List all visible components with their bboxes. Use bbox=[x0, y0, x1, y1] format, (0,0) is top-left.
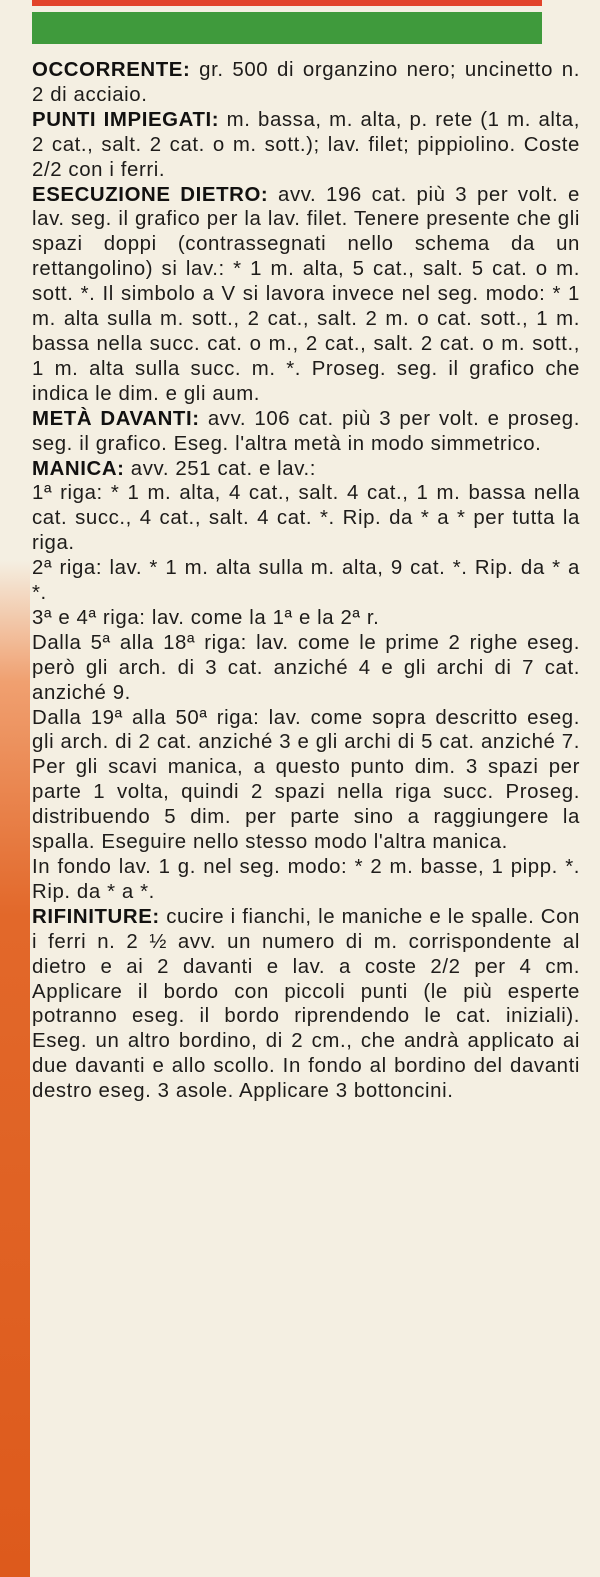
heading-meta-davanti: METÀ DAVANTI: bbox=[32, 407, 200, 430]
paragraph-esecuzione-dietro bbox=[32, 183, 580, 407]
body-punti-impiegati: m. bassa, m. alta, p. rete (1 m. alta, 2 cat., salt. 2 cat. o m. sott.); lav. filet; pippiolino. Coste 2/2 con i ferri. bbox=[32, 108, 580, 181]
body-rifiniture: cucire i fianchi, le maniche e le spalle. Con i ferri n. 2 ½ avv. un numero di m. corrispondente al dietro e ai 2 davanti e lav. a coste 2/2 per 4 cm. Applicare il bordo con piccoli punti (le più esperte potranno eseg. il bordo riprendendo le cat. iniziali). Eseg. un altro bordino, di 2 cm., che andrà applicato ai due davanti e allo scollo. In fondo al bordino del davanti destro eseg. 3 asole. Applicare 3 bottoncini. bbox=[32, 905, 580, 1103]
body-riga-19-50: Dalla 19ª alla 50ª riga: lav. come sopra descritto eseg. gli arch. di 2 cat. anziché 3 e gli archi di 5 cat. anziché 7. Per gli scavi manica, a questo punto dim. 3 spazi per parte 1 volta, quindi 2 spazi nella riga succ. Proseg. distribuendo 5 dim. per parte sino a raggiungere la spalla. Eseguire nello stesso modo l'altra manica. bbox=[32, 706, 580, 854]
body-manica: avv. 251 cat. e lav.: bbox=[124, 457, 317, 480]
heading-occorrente: OCCORRENTE: bbox=[32, 59, 191, 81]
top-red-stripe bbox=[32, 0, 542, 6]
heading-manica: MANICA: bbox=[32, 457, 125, 480]
heading-rifiniture: RIFINITURE: bbox=[32, 905, 160, 928]
body-meta-davanti: avv. 106 cat. più 3 per volt. e proseg. seg. il grafico. Eseg. l'altra metà in modo simmetrico. bbox=[32, 407, 580, 455]
body-in-fondo: In fondo lav. 1 g. nel seg. modo: * 2 m. basse, 1 pipp. *. Rip. da * a *. bbox=[32, 856, 580, 903]
paragraph-occorrente bbox=[32, 58, 580, 108]
orange-side-bar bbox=[0, 560, 30, 1577]
body-esecuzione-dietro: avv. 196 cat. più 3 per volt. e lav. seg. il grafico per la lav. filet. Tenere presente che gli spazi doppi (contrassegnati nello schema da un rettangolino) si lav.: * 1 m. alta, 5 cat., salt. 5 cat. o m. sott. *. Il simbolo a V si lavora invece nel seg. modo: * 1 m. alta sulla m. sott., 2 cat., salt. 2 m. o cat. sott., 1 m. bassa nella succ. cat. o m., 2 cat., salt. 2 cat. o m. sott., 1 m. alta sulla succ. m. *. Proseg. seg. il grafico che indica le dim. e gli aum. bbox=[32, 183, 580, 405]
paragraph-riga-1 bbox=[32, 481, 580, 556]
body-riga-3-4: 3ª e 4ª riga: lav. come la 1ª e la 2ª r. bbox=[32, 606, 380, 629]
body-riga-1: 1ª riga: * 1 m. alta, 4 cat., salt. 4 cat., 1 m. bassa nella cat. succ., 4 cat., salt. 4 cat. *. Rip. da * a * per tutta la riga. bbox=[32, 482, 580, 555]
paragraph-rifiniture bbox=[32, 905, 580, 1104]
body-riga-2: 2ª riga: lav. * 1 m. alta sulla m. alta, 9 cat. *. Rip. da * a *. bbox=[32, 557, 580, 605]
heading-esecuzione-dietro: ESECUZIONE DIETRO: bbox=[32, 183, 269, 206]
body-riga-5-18: Dalla 5ª alla 18ª riga: lav. come le prime 2 righe eseg. però gli arch. di 3 cat. anziché 4 e gli archi di 7 cat. anziché 9. bbox=[32, 631, 580, 704]
paragraph-riga-3-4 bbox=[32, 606, 580, 631]
top-green-band bbox=[32, 12, 542, 44]
paragraph-manica bbox=[32, 457, 580, 482]
paragraph-riga-2 bbox=[32, 556, 580, 606]
body-occorrente: gr. 500 di organzino nero; uncinetto n. 2 di acciaio. bbox=[32, 59, 580, 106]
heading-punti-impiegati: PUNTI IMPIEGATI: bbox=[32, 108, 220, 131]
paragraph-riga-19-50 bbox=[32, 706, 580, 855]
paragraph-meta-davanti bbox=[32, 407, 580, 457]
instructions-text bbox=[32, 58, 580, 1104]
paragraph-punti-impiegati bbox=[32, 108, 580, 183]
paragraph-riga-5-18 bbox=[32, 631, 580, 706]
paragraph-in-fondo bbox=[32, 855, 580, 905]
